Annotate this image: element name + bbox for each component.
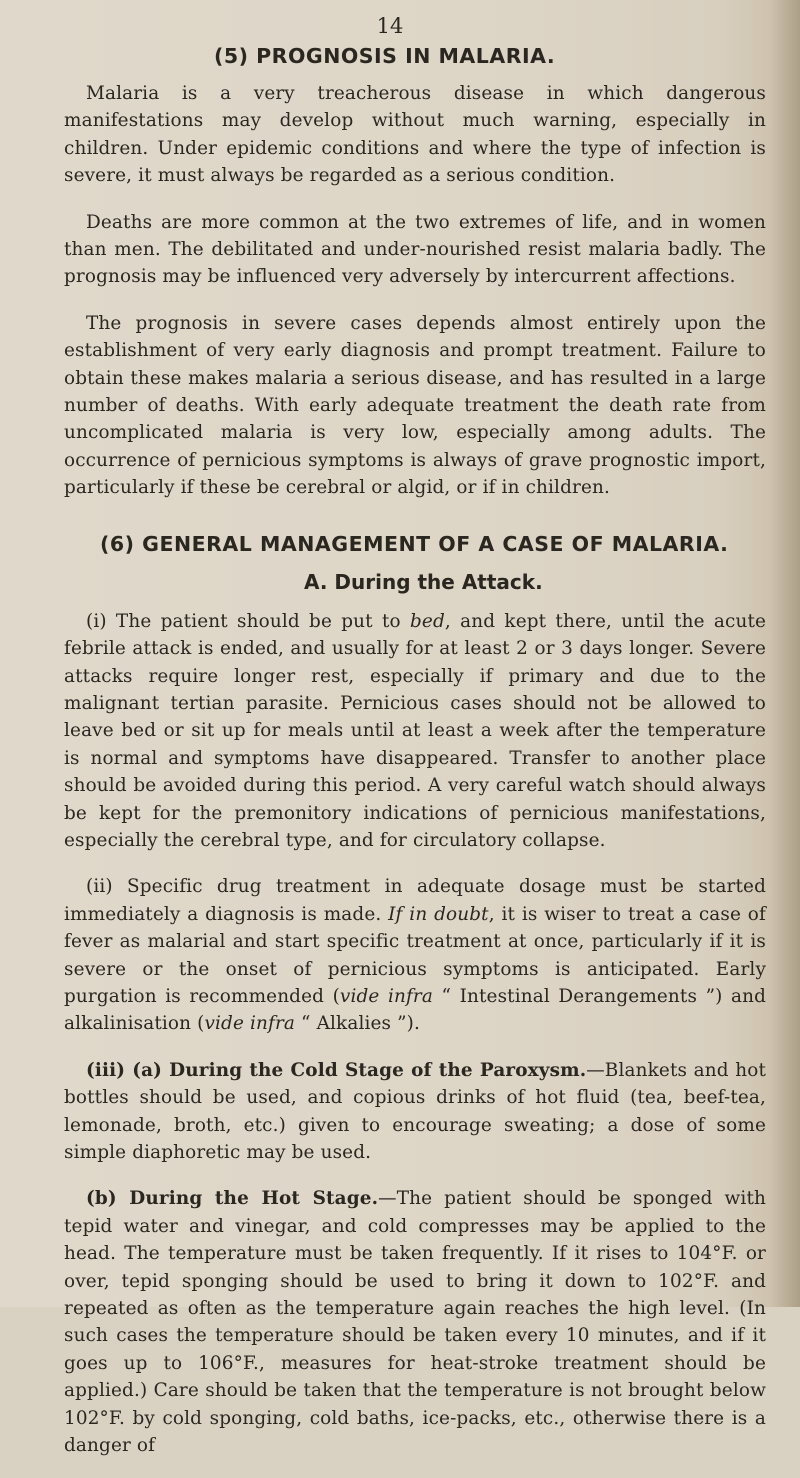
text-run: (ii) Specific drug treatment in adequate dosage must be started immediately a diagnosis is made.: [64, 876, 766, 925]
text-run: “ Intestinal Derangements ”) and alkalinisation (: [64, 985, 766, 1035]
section-heading-management: (6) GENERAL MANAGEMENT OF A CASE OF MALARIA.: [100, 531, 729, 556]
text-run: —Blankets and hot bottles should be used, and copious drinks of hot fluid (tea, beef-tea, lemonade, broth, etc.) given to encourage sweating; a dose of some simple diaphoretic may be used.: [64, 1059, 766, 1163]
paragraph-hot-stage: [64, 1185, 766, 1459]
page-edge-shadow: [770, 0, 800, 1307]
page-number: 14: [376, 14, 404, 38]
text-run: , and kept there, until the acute febrile attack is ended, and usually for at least 2 or 3 days longer. Severe attacks require longer rest, especially if primary and due to the malignant tertian parasite. Pernicious cases should not be allowed to leave bed or sit up for meals until at least a week after the temperature is normal and symptoms have disappeared. Transfer to another place should be avoided during this period. A very careful watch should always be kept for the premonitory indications of pernicious manifestations, especially the cerebral type, and for circulatory collapse.: [64, 610, 767, 851]
text-run: , it is wiser to treat a case of fever as malarial and start specific treatment at once, particularly if it is severe or the onset of pernicious symptoms is anticipated. Early purgation is recommended (: [64, 903, 766, 1007]
text-run: (i) The patient should be put to: [86, 610, 410, 632]
subheading-during-attack: A. During the Attack.: [304, 569, 543, 594]
italic-text: If in doubt: [388, 903, 489, 925]
paragraph-bed-rest: [64, 608, 766, 855]
bold-lead: (iii) (a) During the Cold Stage of the Paroxysm.: [86, 1059, 587, 1081]
paragraph: Malaria is a very treacherous disease in which dangerous manifestations may develop without much warning, especially in children. Under epidemic conditions and where the type of infection is severe, it must always be regarded as a serious condition.: [64, 83, 766, 187]
paragraph: The prognosis in severe cases depends almost entirely upon the establishment of very early diagnosis and prompt treatment. Failure to obtain these makes malaria a serious disease, and has resulted in a large number of deaths. With early adequate treatment the death rate from uncomplicated malaria is very low, especially among adults. The occurrence of pernicious symptoms is always of grave prognostic import, particularly if these be cerebral or algid, or if in children.: [64, 312, 766, 499]
italic-text: vide infra: [339, 985, 433, 1007]
paragraph-cold-stage: [64, 1057, 766, 1167]
paragraph-drug-treatment: [64, 873, 766, 1037]
text-run: —The patient should be sponged with tepid water and vinegar, and cold compresses may be applied to the head. The temperature must be taken frequently. If it rises to 104°F. or over, tepid sponging should be used to bring it down to 102°F. and repeated as often as the temperature again reaches the high level. (In such cases the temperature should be taken every 10 minutes, and if it goes up to 106°F., measures for heat-stroke treatment should be applied.) Care should be taken that the temperature is not brought below 102°F. by cold sponging, cold baths, ice-packs, etc., otherwise there is a danger of: [64, 1188, 766, 1457]
bold-lead: (b) During the Hot Stage.: [86, 1188, 379, 1210]
italic-text: vide infra: [204, 1013, 296, 1035]
section-heading-prognosis: (5) PROGNOSIS IN MALARIA.: [214, 44, 556, 68]
page-content: [64, 14, 766, 1478]
italic-text: bed: [409, 610, 445, 632]
paragraph: Deaths are more common at the two extremes of life, and in women than men. The debilitated and under-nourished resist malaria badly. The prognosis may be influenced very adversely by intercurrent affections.: [64, 211, 766, 288]
text-run: “ Alkalies ”).: [295, 1013, 420, 1035]
